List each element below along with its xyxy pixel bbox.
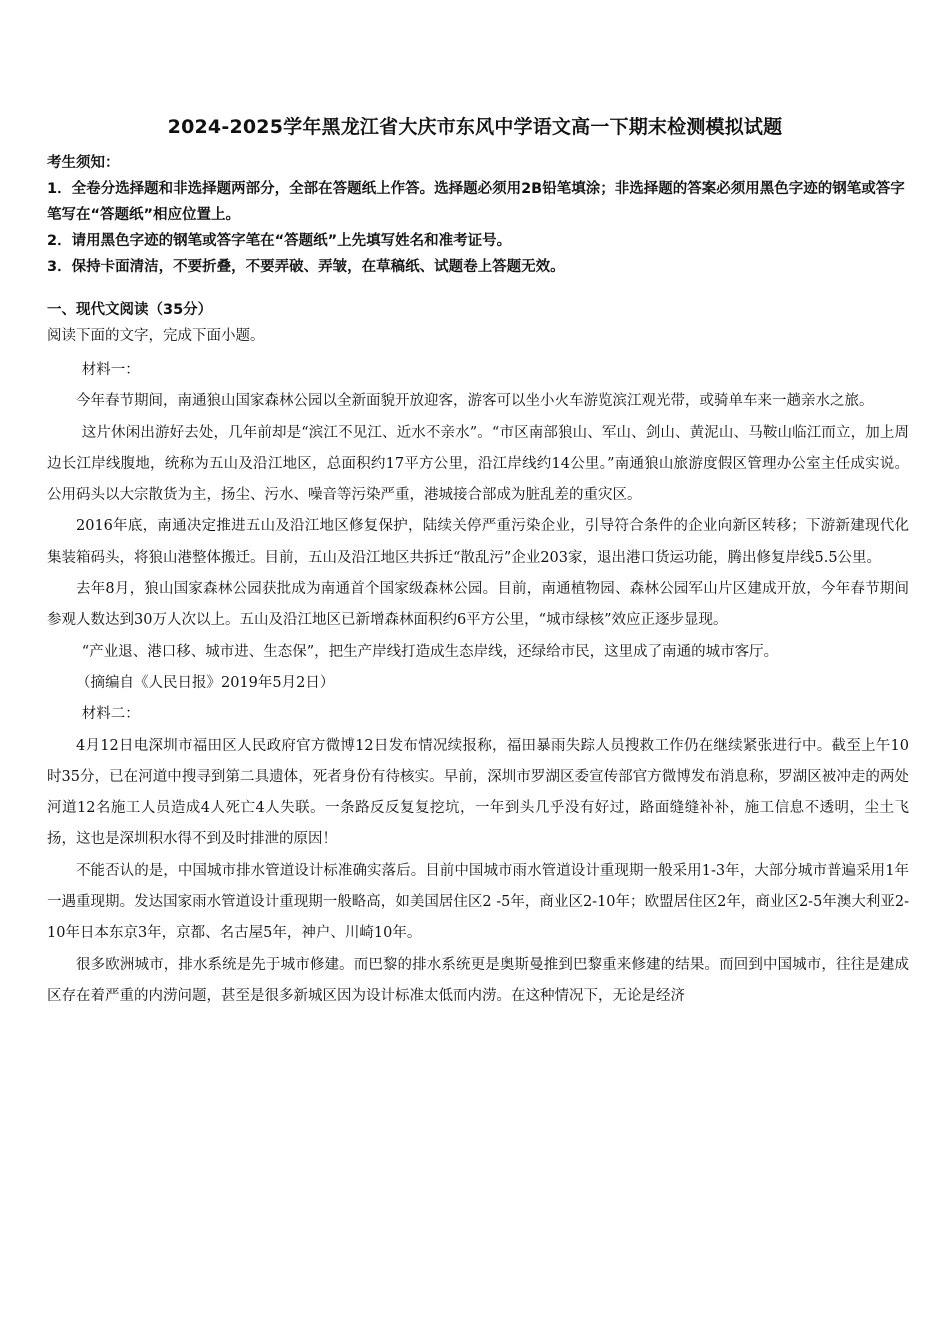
notice-item-1: 1．全卷分选择题和非选择题两部分，全部在答题纸上作答。选择题必须用2B铅笔填涂；非选择题的答案必须用黑色字迹的钢笔或答字笔写在“答题纸”相应位置上。 (47, 181, 905, 223)
notice-item-3: 3．保持卡面清洁，不要折叠，不要弄破、弄皱，在草稿纸、试题卷上答题无效。 (47, 259, 565, 275)
paragraph: 去年8月，狼山国家森林公园获批成为南通首个国家级森林公园。目前，南通植物园、森林公园军山片区建成开放，今年春节期间参观人数达到30万人次以上。五山及沿江地区已新增森林面积约6平方公里，“城市绿核”效应正逐步显现。 (47, 581, 909, 629)
paragraph: 很多欧洲城市，排水系统是先于城市修建。而巴黎的排水系统更是奥斯曼推到巴黎重来修建的结果。而回到中国城市，往往是建成区存在着严重的内涝问题，甚至是很多新城区因为设计标准太低而内涝。在这种情况下，无论是经济 (47, 956, 909, 1004)
notice-heading: 考生须知： (47, 155, 120, 171)
exam-title: 2024-2025学年黑龙江省大庆市东风中学语文高一下期末检测模拟试题 (167, 116, 783, 138)
notice-item-2: 2．请用黑色字迹的钢笔或答字笔在“答题纸”上先填写姓名和准考证号。 (47, 233, 512, 249)
reading-instruction: 阅读下面的文字，完成下面小题。 (47, 328, 265, 344)
paragraph: 今年春节期间，南通狼山国家森林公园以全新面貌开放迎客，游客可以坐小火车游览滨江观光带，或骑单车来一趟亲水之旅。 (76, 393, 874, 410)
paragraph: 这片休闲出游好去处，几年前却是“滨江不见江、近水不亲水”。“市区南部狼山、军山、剑山、黄泥山、马鞍山临江而立，加上周边长江岸线腹地，统称为五山及沿江地区，总面积约17平方公里，沿江岸线约14公里。”南通狼山旅游度假区管理办公室主任成实说。公用码头以大宗散货为主，扬尘、污水、噪音等污染严重，港城接合部成为脏乱差的重灾区。 (47, 424, 909, 504)
reading-passage (47, 355, 909, 1012)
paragraph: 不能否认的是，中国城市排水管道设计标准确实落后。目前中国城市雨水管道设计重现期一般采用1-3年，大部分城市普遍采用1年一遇重现期。发达国家雨水管道设计重现期一般略高，如美国居住区2 -5年，商业区2-10年；欧盟居住区2年，商业区2-5年澳大利亚2-10年日本东京3年，京都、名古屋5年，神户、川崎10年。 (47, 862, 909, 942)
candidate-notice (47, 150, 907, 280)
source-citation: （摘编自《人民日报》2019年5月2日） (76, 674, 335, 691)
material-label-2: 材料二： (81, 706, 140, 723)
paragraph: 2016年底，南通决定推进五山及沿江地区修复保护，陆续关停严重污染企业，引导符合条件的企业向新区转移；下游新建现代化集装箱码头，将狼山港整体搬迁。目前，五山及沿江地区共拆迁“散乱污”企业203家，退出港口货运功能，腾出修复岸线5.5公里。 (47, 518, 909, 566)
paragraph: 4月12日电深圳市福田区人民政府官方微博12日发布情况续报称，福田暴雨失踪人员搜救工作仍在继续紧张进行中。截至上午10时35分，已在河道中搜寻到第二具遗体，死者身份有待核实。早前，深圳市罗湖区委宣传部官方微博发布消息称，罗湖区被冲走的两处河道12名施工人员造成4人死亡4人失联。一条路反反复复挖坑，一年到头几乎没有好过，路面缝缝补补，施工信息不透明，尘土飞扬，这也是深圳积水得不到及时排泄的原因！ (47, 737, 909, 848)
material-label-1: 材料一： (81, 362, 140, 378)
paragraph: “产业退、港口移、城市进、生态保”，把生产岸线打造成生态岸线，还绿给市民，这里成了南通的城市客厅。 (81, 643, 779, 660)
section-heading: 一、现代文阅读（35分） (47, 302, 213, 318)
